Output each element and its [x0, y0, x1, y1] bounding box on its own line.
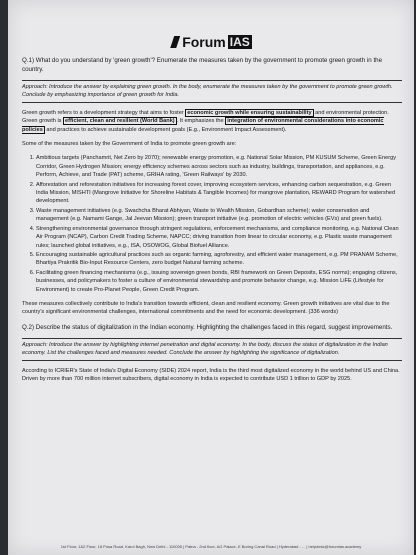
intro-text: Green growth refers to a development strategy that aims to foster — [22, 109, 184, 116]
list-item: 4. Strengthening environmental governance through stringent regulations, enforcement mechanisms, and compliance monitoring, e.g. National Clean Air Program (NCAP), Carbon Credit Trading Scheme, NAPCC; driving transition from linear to circular economy, e.g. Plastic waste management rules; launched global initiatives, e.g., ISA, OSOWOG, Global Biofuel Alliance. — [36, 225, 402, 250]
measures-list — [22, 154, 402, 294]
header — [8, 34, 414, 53]
list-item: 2. Afforestation and reforestation initiatives for increasing forest cover, improving ecosystem services, enhancing carbon sequestration, e.g. Green India Mission, MISHTI (Mangrove Initiative for Shoreline Habitats & Tangible Incomes) for mangrove plantation, REWARD Program for watershed development. — [36, 181, 402, 206]
highlight-box: integration of environmental considerations into economic policies — [22, 118, 384, 133]
intro-text: and practices to achieve sustainable development goals (E.g., Environment Impact Assessment). — [46, 126, 287, 133]
main-content — [22, 56, 402, 389]
list-item: 1. Ambitious targets (Panchamrit, Net Zero by 2070); renewable energy promotion, e.g. National Solar Mission, PM KUSUM Scheme, Green Energy Corridor, Green Hydrogen Mission; energy efficiency schemes across sectors such as industry, buildings, transportation, and appliances, e.g. Perform, Achieve, and Trade (PAT) scheme, GRIHA rating, 'Green Railways' by 2030. — [36, 154, 402, 179]
conclusion-paragraph: These measures collectively contribute to India's transition towards efficient, clean and resilient economy. Green growth initiatives are vital due to the country's significant environmental challenges, international commitments and the need for economic development. (336 words) — [22, 300, 390, 316]
approach-2: Approach: Introduce the answer by highlighting internet penetration and digital economy. In the body, discuss the status of digitalization in the Indian economy. List the challenges faced and measures needed. Conclude the answer by highlighting the significance of digitalization. — [22, 338, 402, 361]
intro-text: . It emphasizes the — [176, 118, 224, 125]
intro-paragraph — [22, 109, 402, 134]
highlight-box: economic growth while ensuring sustainability — [187, 109, 312, 116]
forumias-logo — [170, 34, 252, 50]
list-item: 3. Waste management initiatives (e.g. Swachcha Bharat Abhiyan, Waste to Wealth Mission, Gobardhan scheme); water conservation and management (e.g. Namami Gange, Jal Jeevan Mission); green transport initiative (e.g. promotion of electric vehicles (EVs) and green fuels). — [36, 207, 402, 224]
question-2: Q.2) Describe the status of digitalization in the Indian economy. Highlighting the challenges faced in this regard, suggest improvements. — [22, 323, 393, 331]
logo-text: Forum — [182, 34, 226, 50]
logo-ias-text: IAS — [229, 35, 250, 49]
measures-lead: Some of the measures taken by the Government of India to promote green growth are: — [22, 141, 237, 148]
q2-body: According to ICRIER's State of India's Digital Economy (SIDE) 2024 report, India is the third most digitalized economy in the world behind US and China. Driven by more than 700 million internet subscribers, digital economy in India is expected to contribute USD 1 trillion to GDP by 2025. — [22, 367, 400, 382]
logo-icon — [170, 36, 180, 48]
document-page — [8, 0, 414, 555]
approach-1: Approach: Introduce the answer by explaining green growth. In the body, enumerate the measures taken by the government to promote green growth. Conclude by emphasizing importance of green growth for India. — [22, 80, 402, 103]
highlight-box: efficient, clean and resilient (World Bank) — [65, 118, 175, 125]
footer: 1st Floor, 1&2 Floor, 18 Pusa Road, Karol Bagh, New Delhi - 110005 | Patna - 2nd floor, AG Palace, E Boring Canal Road | Hyderabad - ... | helpdesk@forumias.academy — [60, 544, 362, 549]
list-item: 6. Facilitating green financing mechanisms (e.g., issuing sovereign green bonds, RBI framework on Green Deposits, ESG norms); engaging citizens, businesses, and policymakers to foster a culture of environmental stewardship and promote behavior change, e.g. Mission LiFE (Lifestyle for Environment) to create Pro-Planet People, Green Credit Program. — [36, 269, 402, 294]
intro-text: and environmental protection. Green growth is — [22, 109, 389, 125]
list-item: 5. Encouraging sustainable agricultural practices such as organic farming, agroforestry, and efficient water management, e.g. PM PRANAM Scheme, Bhartiya Prakritik Bio-Input Resource Centers, zero budget Natural farming scheme. — [36, 251, 402, 268]
question-1: Q.1) What do you understand by 'green growth'? Enumerate the measures taken by the government to promote green growth in the country. — [22, 57, 383, 73]
